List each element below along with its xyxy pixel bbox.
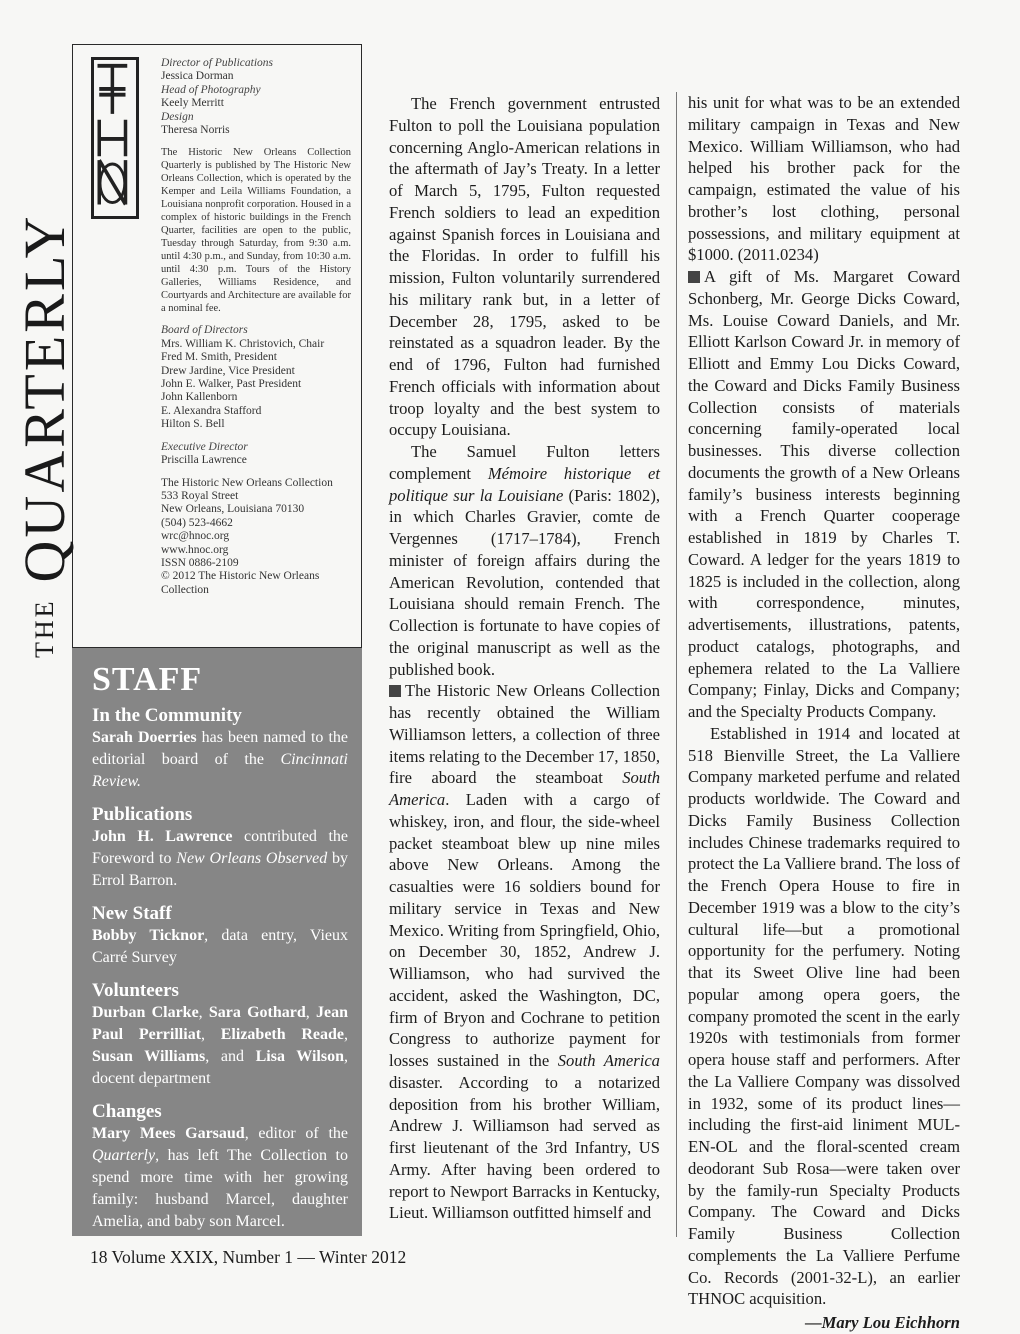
volunteers-text: Durban Clarke, Sara Gothard, Jean Paul Perrilliat, Elizabeth Reade, Susan Williams, and Lisa Wilson, docent department <box>92 1004 349 1087</box>
article-paragraph: The Samuel Fulton letters complement Mémoire historique et politique sur la Louisiane (Paris: 1802), in which Charles Gravier, comte de Vergennes (1717–1784), French minister of foreign affairs during the American Revolution, contended that Louisiana should remain French. The Collection is fortunate to have copies of the original manuscript as well as the published book. <box>389 442 660 679</box>
exec-name: Priscilla Lawrence <box>161 454 247 467</box>
contact-line: (504) 523-4662 <box>161 516 233 529</box>
masthead-box <box>72 44 362 648</box>
board-member: John Kallenborn <box>161 391 238 404</box>
new-staff-text: Bobby Ticknor, data entry, Vieux Carré Survey <box>92 927 348 966</box>
contact-line: ISSN 0886-2109 <box>161 556 239 569</box>
article-paragraph: A gift of Ms. Margaret Coward Schonberg, Mr. George Dicks Coward, Ms. Louise Coward Daniels, and Mr. Elliott Karlson Coward Jr. in memory of Elliott and Emmy Lou Dicks Coward, the Coward and Dicks Family Business Collection consists of materials concerning family-operated local businesses. This diverse collection documents the growth of a New Orleans family’s business interests beginning with a French Quarter cooperage established in 1819 by Charles T. Coward. A ledger for the years 1819 to 1825 is included in the collection, along with correspondence, minutes, advertisements, illustrations, patents, product catalogs, photographs, and ephemera related to the La Valliere Company; Finlay, Dicks and Company; and the Specialty Products Company. <box>688 267 960 721</box>
title-quarterly: QUARTERLY <box>12 213 77 583</box>
community-text: Sarah Doerries has been named to the editorial board of the Cincinnati Review. <box>92 729 349 790</box>
board-list <box>161 338 351 432</box>
contact-line: The Historic New Orleans Collection <box>161 476 333 489</box>
contact-line: New Orleans, Louisiana 70130 <box>161 503 305 516</box>
quarterly-vertical-title <box>2 98 88 658</box>
article-paragraph: The Historic New Orleans Collection has recently obtained the William Williamson letters, a collection of three items relating to the December 17, 1850, fire aboard the steamboat South America. Laden with a cargo of whiskey, iron, and flour, the side-wheel packet steamboat blew up nine miles above New Orleans. Among the casualties were 16 soldiers bound for military service in Texas and New Mexico. Writing from Springfield, Ohio, on December 30, 1852, Andrew J. Williamson, who had survived the accident, asked the Washington, DC, firm of Bryon and Cochrane to petition Congress to authorize payment for losses sustained in the South America disaster. According to a notarized deposition from his brother William, Andrew J. Williamson had served as first lieutenant of the 3rd Infantry, US Army. After having been ordered to report to Newport Barracks in Kentucky, Lieut. Williamson outfitted himself and <box>389 681 660 1223</box>
director-role: Director of Publications <box>161 57 274 69</box>
section-square-icon <box>688 271 700 283</box>
volunteers-heading: Volunteers <box>92 980 179 1001</box>
page-folio: 18 Volume XXIX, Number 1 — Winter 2012 <box>90 1247 407 1267</box>
new-staff-heading: New Staff <box>92 903 172 924</box>
board-member: Mrs. William K. Christovich, Chair <box>161 337 325 350</box>
exec-role: Executive Director <box>161 440 248 453</box>
publications-text: John H. Lawrence contributed the Foreword to New Orleans Observed by Errol Barron. <box>92 828 349 889</box>
masthead-credits <box>161 57 351 597</box>
title-the: THE <box>30 598 59 658</box>
author-byline: —Mary Lou Eichhorn <box>805 1313 960 1332</box>
publications-heading: Publications <box>92 804 193 825</box>
director-name: Jessica Dorman <box>161 70 234 83</box>
photo-role: Head of Photography <box>161 83 261 96</box>
changes-heading: Changes <box>92 1101 162 1122</box>
design-name: Theresa Norris <box>161 124 230 137</box>
about-paragraph: The Historic New Orleans Collection Quarterly is published by The Historic New Orleans Collection, which is operated by the Kemper and Leila Williams Foundation, a Louisiana nonprofit corporation. Housed in a complex of historic buildings in the French Quarter, facilities are open to the public, Tuesday through Saturday, from 9:30 a.m. until 4:30 p.m., and Sunday, from 10:30 a.m. until 4:30 p.m. Tours of the History Galleries, Williams Residence, and Courtyards and Architecture are available for a nominal fee. <box>161 147 351 315</box>
staff-box <box>72 648 362 1236</box>
article-column-middle <box>389 93 660 1224</box>
board-member: Drew Jardine, Vice President <box>161 364 295 377</box>
contact-block <box>161 477 351 598</box>
board-member: Fred M. Smith, President <box>161 351 277 364</box>
thnoc-logo-icon <box>91 57 139 219</box>
column-divider <box>676 92 677 1237</box>
article-paragraph-continued: his unit for what was to be an extended military campaign in Texas and New Mexico. William Williamson, who had helped his brother pack for the campaign, estimated the value of his brother’s lost clothing, personal possessions, and military equipment at $1000. (2011.0234) <box>688 93 960 265</box>
contact-website[interactable]: www.hnoc.org <box>161 543 229 556</box>
contact-line: 533 Royal Street <box>161 489 239 502</box>
changes-text: Mary Mees Garsaud, editor of the Quarterly, has left The Collection to spend more time with her growing family: husband Marcel, daughter Amelia, and baby son Marcel. <box>92 1125 348 1230</box>
article-column-right <box>688 92 960 1334</box>
board-member: E. Alexandra Stafford <box>161 404 262 417</box>
contact-email[interactable]: wrc@hnoc.org <box>161 530 230 543</box>
article-paragraph: Established in 1914 and located at 518 Bienville Street, the La Valliere Company marketed perfume and related products worldwide. The Coward and Dicks Family Business Collection includes Chinese trademarks required to protect the La Valliere brand. The loss of the French Opera House to fire in December 1919 was a blow to the city’s cultural life—but a promotional opportunity for the perfumery. Noting that its Sweet Olive line had been popular among opera goers, the company promoted the scent in the early 1920s with testimonials from former opera house staff and performers. After the La Valliere Company was dissolved in 1932, some of its product lines—including the first-aid liniment MUL-EN-OL and the floral-scented cream deodorant Sub Rosa—were taken over by the family-run Specialty Products Company. The Coward and Dicks Family Business Collection complements the La Valliere Perfume Co. Records (2001-32-L), an earlier THNOC acquisition. <box>688 723 960 1309</box>
article-paragraph: The French government entrusted Fulton to poll the Louisiana population concerning Anglo-American relations in the aftermath of Jay’s Treaty. In a letter of March 5, 1795, Fulton requested French soldiers to lead an expedition against Spanish forces in Louisiana and the Floridas. In order to fulfill his mission, Fulton voluntarily surrendered his military rank but, in a letter of December 28, 1795, asked to be reinstated as a squadron leader. By the end of 1796, Fulton had furnished French officials with information about troop loyalty and the best system to occupy Louisiana. <box>389 94 660 440</box>
board-member: John E. Walker, Past President <box>161 378 302 391</box>
community-heading: In the Community <box>92 705 242 726</box>
section-square-icon <box>389 685 401 697</box>
design-role: Design <box>161 110 194 123</box>
copyright-line: © 2012 The Historic New Orleans Collection <box>161 570 320 596</box>
photo-name: Keely Merritt <box>161 97 224 110</box>
board-member: Hilton S. Bell <box>161 418 225 431</box>
staff-heading: STAFF <box>92 661 203 698</box>
board-role: Board of Directors <box>161 324 248 337</box>
